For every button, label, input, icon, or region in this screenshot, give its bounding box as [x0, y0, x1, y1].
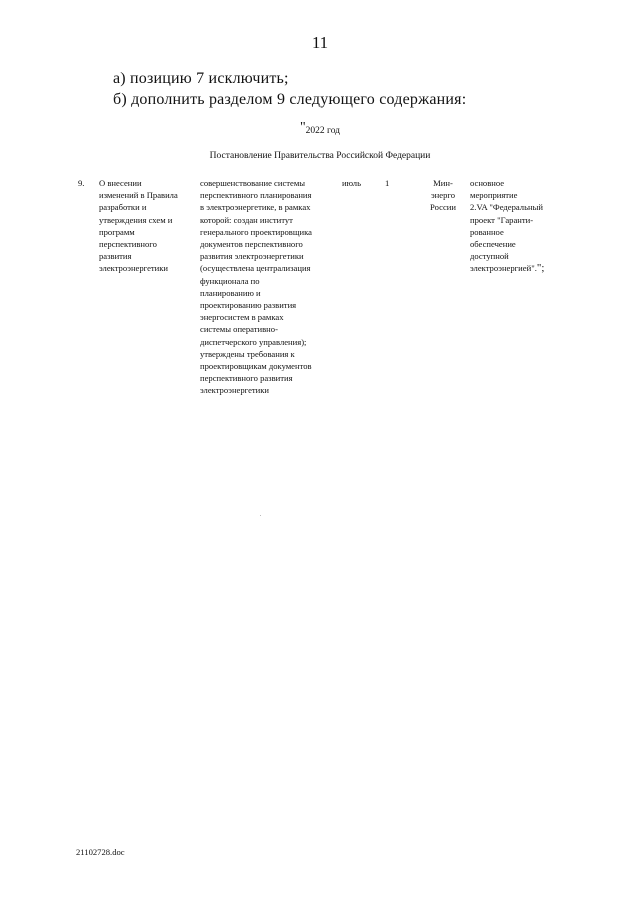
closing-quote: ";: [536, 262, 545, 275]
page-number: 11: [311, 33, 329, 52]
amendment-b: б) дополнить разделом 9 следующего содержания:: [113, 91, 467, 108]
responsible-body: Мин- энерго России: [430, 178, 456, 213]
opening-quote: ": [299, 120, 306, 135]
count-value: 1: [385, 178, 390, 188]
row-number: 9.: [78, 178, 85, 188]
scan-speck: [260, 515, 261, 516]
note-cell: [470, 177, 560, 275]
note-text: основное мероприятие 2.VA "Федеральный проект "Гаранти- рованное обеспечение доступной электроэнергией".: [470, 178, 543, 274]
section-title: Постановление Правительства Российской Федерации: [209, 151, 431, 161]
section-year: [0, 120, 640, 136]
document-filename: 21102728.doc: [76, 847, 125, 857]
measure-name: О внесении изменений в Правила разработки и утверждения схем и программ перспективного развития электроэнергетики: [99, 178, 178, 274]
deadline: июль: [342, 178, 362, 188]
expected-result: совершенствование системы перспективного планирования в электроэнергетике, в рамках которой: создан институт генерального проектировщика документов перспективного развития электроэнергетики (осуществлена централизация функционала по планированию и проектированию развития энергосистем в рамках системы оперативно- диспетчерского управления); утверждены требования к проектировщикам документов перспективного развития электроэнергетики: [200, 178, 312, 396]
amendment-a: а) позицию 7 исключить;: [113, 70, 289, 87]
year-label: 2022 год: [305, 126, 341, 136]
